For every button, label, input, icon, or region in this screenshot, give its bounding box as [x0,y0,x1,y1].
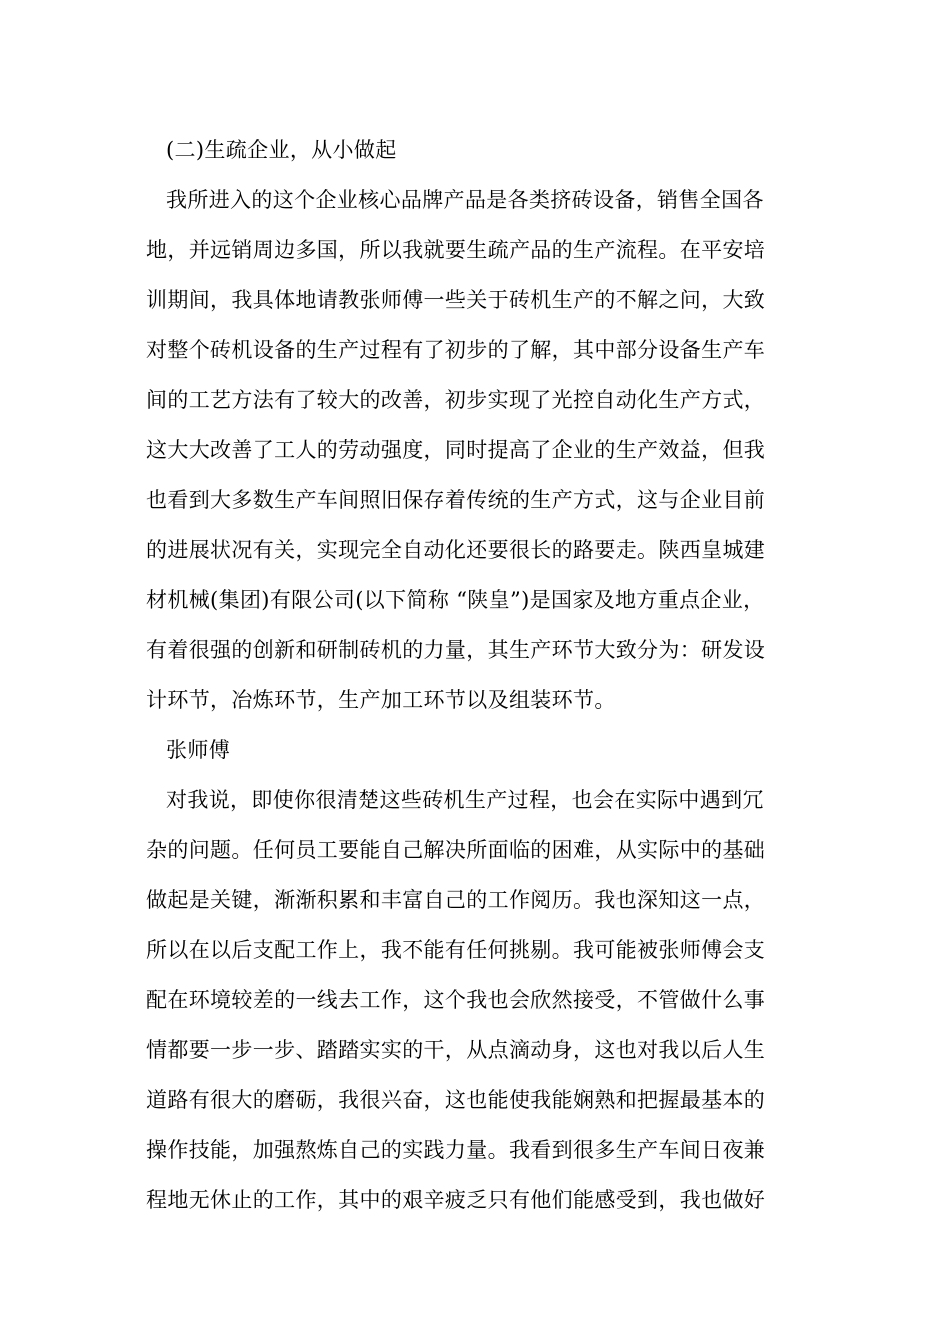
paragraph-line: 道路有很大的磨砺，我很兴奋，这也能使我能娴熟和把握最基本的 [146,1088,766,1112]
paragraph-line: 地，并远销周边多国，所以我就要生疏产品的生产流程。在平安培 [146,238,766,262]
paragraph-line: 这大大改善了工人的劳动强度，同时提高了企业的生产效益，但我 [146,438,766,462]
paragraph-line: 做起是关键，渐渐积累和丰富自己的工作阅历。我也深知这一点， [146,888,766,912]
paragraph-line: 也看到大多数生产车间照旧保存着传统的生产方式，这与企业目前 [146,488,766,512]
paragraph-line: 材机械(集团)有限公司(以下简称 “陕皇”)是国家及地方重点企业， [146,588,765,612]
paragraph-line: 的进展状况有关，实现完全自动化还要很长的路要走。陕西皇城建 [146,538,766,562]
paragraph-2-lead: 张师傅 [166,738,231,762]
paragraph-line: 配在环境较差的一线去工作，这个我也会欣然接受，不管做什么事 [146,988,766,1012]
section-heading: (二)生疏企业，从小做起 [166,138,397,162]
paragraph-line: 情都要一步一步、踏踏实实的干，从点滴动身，这也对我以后人生 [146,1038,766,1062]
paragraph-line: 程地无休止的工作，其中的艰辛疲乏只有他们能感受到，我也做好 [146,1188,766,1212]
paragraph-line: 对我说，即使你很清楚这些砖机生产过程，也会在实际中遇到冗 [166,788,764,812]
paragraph-line: 杂的问题。任何员工要能自己解决所面临的困难，从实际中的基础 [146,838,766,862]
paragraph-line: 操作技能，加强熬炼自己的实践力量。我看到很多生产车间日夜兼 [146,1138,766,1162]
paragraph-line: 对整个砖机设备的生产过程有了初步的了解，其中部分设备生产车 [146,338,766,362]
paragraph-line: 我所进入的这个企业核心品牌产品是各类挤砖设备，销售全国各 [166,188,764,212]
paragraph-line: 训期间，我具体地请教张师傅一些关于砖机生产的不解之问，大致 [146,288,766,312]
paragraph-line: 计环节，冶炼环节，生产加工环节以及组装环节。 [146,688,616,712]
paragraph-line: 所以在以后支配工作上，我不能有任何挑剔。我可能被张师傅会支 [146,938,766,962]
paragraph-line: 有着很强的创新和研制砖机的力量，其生产环节大致分为：研发设 [146,638,766,662]
paragraph-line: 间的工艺方法有了较大的改善，初步实现了光控自动化生产方式， [146,388,766,412]
